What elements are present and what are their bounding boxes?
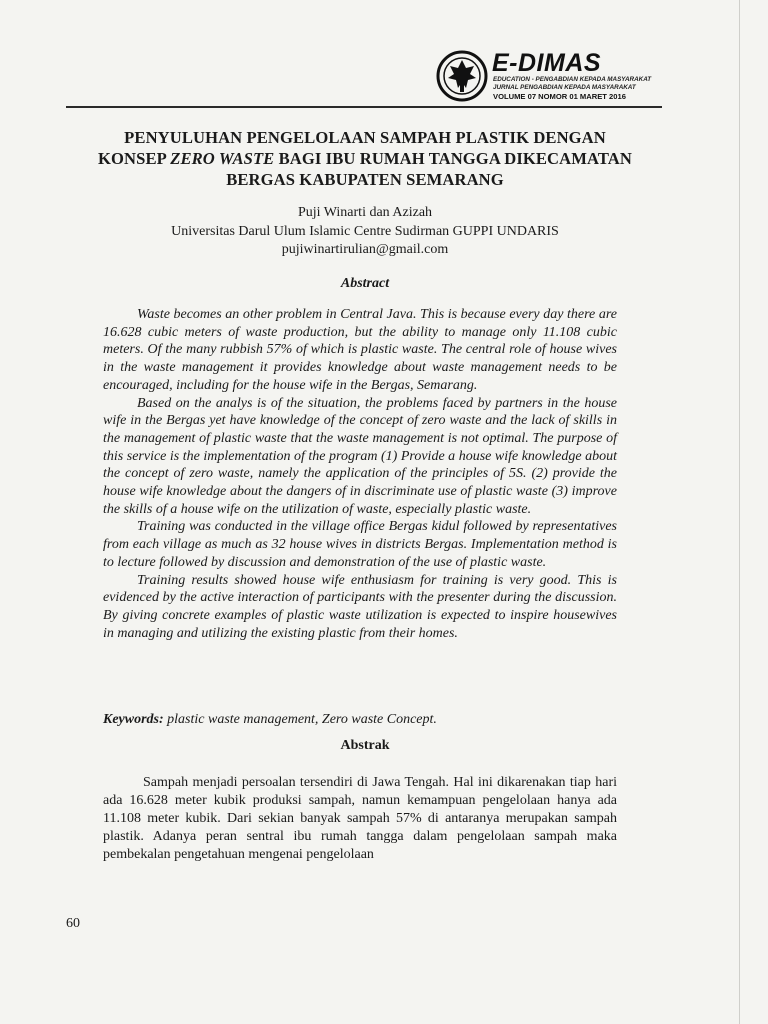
- page-number: 60: [66, 916, 80, 931]
- keywords-label: Keywords:: [103, 712, 164, 727]
- journal-brand: E-DIMAS: [492, 49, 602, 77]
- journal-logo-icon: [436, 50, 488, 102]
- title-line-3: BERGAS KABUPATEN SEMARANG: [226, 170, 504, 189]
- author-names: Puji Winarti dan Azizah: [297, 205, 433, 220]
- keywords-text: plastic waste management, Zero waste Concept.: [163, 712, 437, 727]
- title-line-2: [60, 148, 670, 169]
- abstrak-paragraph-1: Sampah menjadi persoalan tersendiri di Jawa Tengah. Hal ini dikarenakan tiap hari ada 16.628 meter kubik produksi sampah, namun kemampuan pengelolaan hanya ada 11.108 meter kubik. Dari sekian banyak sampah 57% di antaranya merupakan sampah plastik. Adanya peran sentral ibu rumah tangga dalam pengelolaan sampah maka pembekalan pengetahuan mengenai pengelolaan: [103, 775, 617, 862]
- journal-subtitle-1: EDUCATION - PENGABDIAN KEPADA MASYARAKAT: [493, 76, 652, 83]
- abstract-heading: Abstract: [340, 276, 390, 291]
- author-email: pujiwinartirulian@gmail.com: [281, 242, 449, 257]
- abstract-paragraph-3: Training was conducted in the village office Bergas kidul followed by representatives from each village as much as 32 house wives in districts Bergas. Implementation method is to lecture followed by discussion and demonstration of the use of plastic waste.: [103, 519, 617, 570]
- keywords-line: [103, 712, 617, 728]
- paper-title: [60, 127, 670, 190]
- title-line-2-post: BAGI IBU RUMAH TANGGA DIKECAMATAN: [274, 149, 632, 168]
- abstrak-heading: Abstrak: [340, 738, 390, 753]
- journal-volume: VOLUME 07 NOMOR 01 MARET 2016: [493, 92, 626, 101]
- abstrak-body: [103, 774, 617, 864]
- title-line-2-italic: ZERO WASTE: [170, 149, 275, 168]
- title-line-2-pre: KONSEP: [98, 149, 171, 168]
- author-affiliation: Universitas Darul Ulum Islamic Centre Sudirman GUPPI UNDARIS: [171, 223, 559, 239]
- header-rule: [66, 106, 662, 108]
- page-edge: [739, 0, 740, 1024]
- abstract-paragraph-2: Based on the analys is of the situation, the problems faced by partners in the house wife in the Bergas yet have knowledge of the concept of zero waste and the lack of skills in the management of plastic waste that the waste management is not optimal. The purpose of this service is the implementation of the program (1) Provide a house wife knowledge about the concept of zero waste, namely the application of the principles of 5S. (2) provide the house wife knowledge about the dangers of in discriminate use of plastic waste (3) improve the skills of a house wife on the utilization of waste, especially plastic waste.: [103, 395, 617, 517]
- author-block: [60, 204, 670, 260]
- journal-masthead: [436, 50, 662, 106]
- journal-subtitle-2: JURNAL PENGABDIAN KEPADA MASYARAKAT: [493, 84, 636, 91]
- abstract-paragraph-4: Training results showed house wife enthusiasm for training is very good. This is evidenced by the active interaction of participants with the presenter during the discussion. By giving concrete examples of plastic waste utilization is expected to inspire housewives in managing and utilizing the existing plastic from their homes.: [103, 572, 617, 641]
- abstract-body: [103, 306, 617, 642]
- abstract-paragraph-1: Waste becomes an other problem in Central Java. This is because every day there are 16.628 cubic meters of waste production, but the ability to manage only 11.108 cubic meters. Of the many rubbish 57% of which is plastic waste. The central role of house wives in the waste management it provides knowledge about waste management needs to be encouraged, including for the house wife in the Bergas, Semarang.: [103, 307, 617, 393]
- title-line-1: PENYULUHAN PENGELOLAAN SAMPAH PLASTIK DENGAN: [124, 128, 606, 147]
